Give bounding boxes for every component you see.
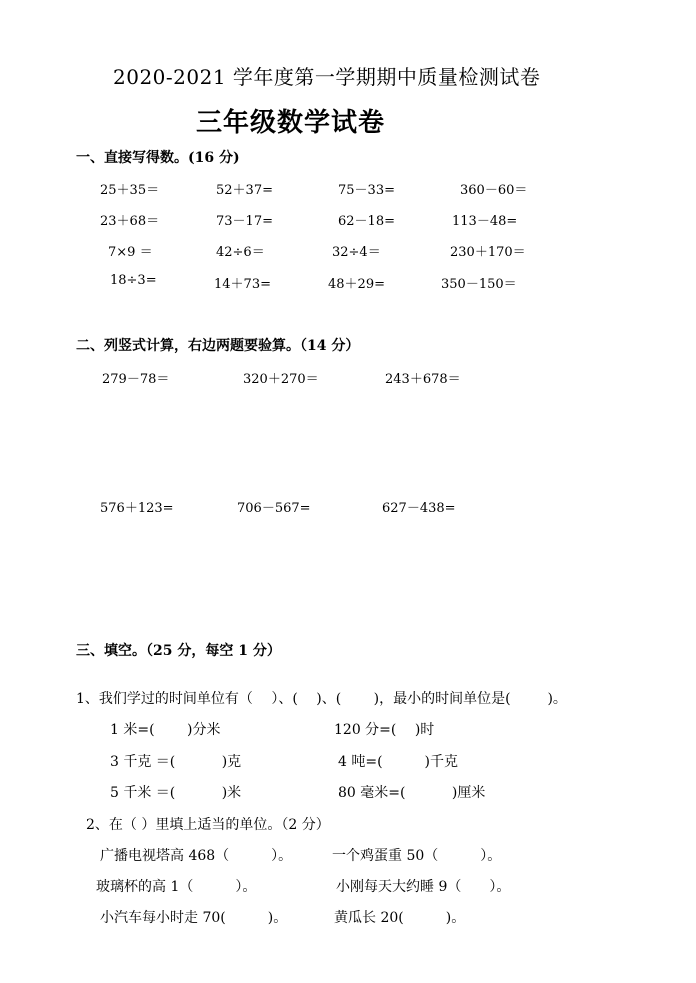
problem: 75－33=: [338, 183, 395, 198]
problem: 576＋123=: [100, 501, 174, 516]
problem: 350－150＝: [441, 277, 517, 292]
fill-line: 小刚每天大约睡 9（ ）。: [336, 879, 511, 895]
problem: 706－567=: [237, 501, 311, 516]
section1-heading: 一、直接写得数。(16 分): [76, 150, 240, 166]
fill-line: 玻璃杯的高 1（ ）。: [96, 879, 257, 895]
problem: 230＋170＝: [450, 245, 526, 260]
problem: 62－18=: [338, 214, 395, 229]
problem: 73－17=: [216, 214, 273, 229]
fill-line: 3 千克 ＝( )克: [110, 754, 242, 770]
problem: 52＋37=: [216, 183, 273, 198]
question-1: 1、我们学过的时间单位有（ ）、( )、( )，最小的时间单位是( )。: [76, 691, 567, 707]
fill-line: 120 分=( )时: [334, 722, 435, 738]
problem: 23＋68＝: [100, 214, 160, 229]
fill-line: 80 毫米=( )厘米: [338, 785, 486, 801]
problem: 360－60＝: [460, 183, 528, 198]
exam-title: 2020-2021 学年度第一学期期中质量检测试卷: [113, 65, 541, 89]
fill-line: 小汽车每小时走 70( )。: [100, 910, 288, 926]
fill-line: 1 米=( )分米: [110, 722, 221, 738]
question-2: 2、在（ ）里填上适当的单位。（2 分）: [86, 817, 330, 833]
section3-heading: 三、填空。（25 分，每空 1 分）: [76, 643, 281, 659]
problem: 14＋73=: [214, 277, 271, 292]
fill-line: 黄瓜长 20( )。: [334, 910, 466, 926]
problem: 279－78＝: [102, 372, 170, 387]
problem: 25＋35＝: [100, 183, 160, 198]
fill-line: 一个鸡蛋重 50（ ）。: [332, 848, 502, 864]
problem: 243＋678＝: [385, 372, 461, 387]
fill-line: 广播电视塔高 468（ ）。: [100, 848, 293, 864]
problem: 113－48=: [452, 214, 518, 229]
problem: 32÷4＝: [332, 245, 381, 260]
problem: 42÷6＝: [216, 245, 265, 260]
problem: 627－438=: [382, 501, 456, 516]
problem: 18÷3=: [110, 273, 157, 288]
problem: 7×9 ＝: [108, 245, 153, 260]
exam-subtitle: 三年级数学试卷: [196, 108, 386, 138]
section2-heading: 二、列竖式计算，右边两题要验算。（14 分）: [76, 338, 360, 354]
problem: 320＋270＝: [243, 372, 319, 387]
problem: 48＋29=: [328, 277, 385, 292]
fill-line: 5 千米 ＝( )米: [110, 785, 242, 801]
fill-line: 4 吨=( )千克: [338, 754, 459, 770]
